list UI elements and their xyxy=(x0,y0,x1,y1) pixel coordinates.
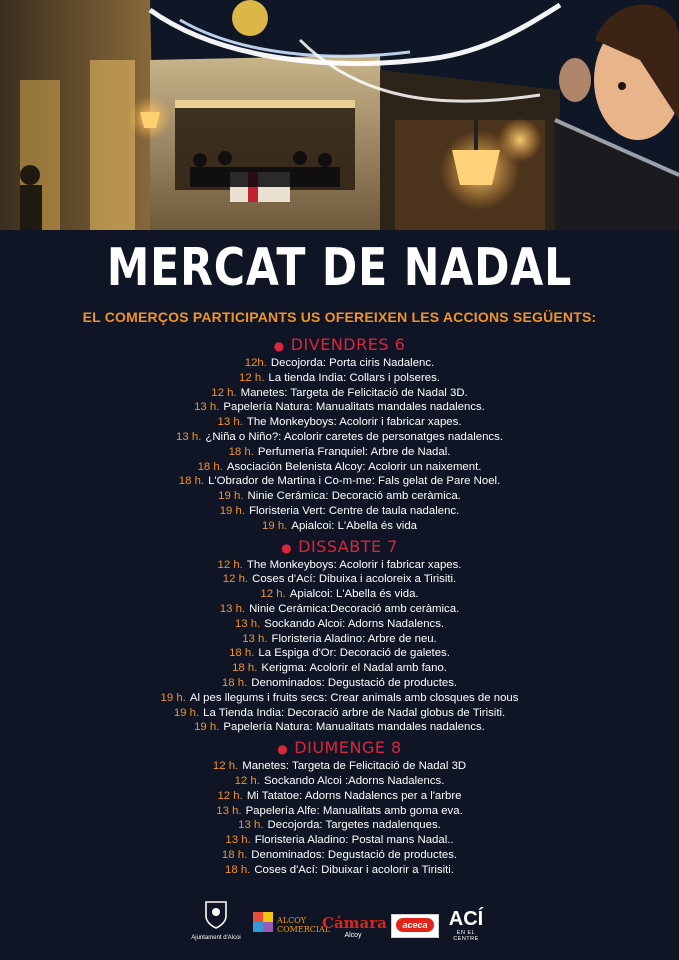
day-header xyxy=(0,536,679,558)
event-time: 13 h. xyxy=(194,401,220,414)
event-text: L'Obrador de Martina i Co-m-me: Fals gelat de Pare Noel. xyxy=(208,475,501,488)
event-text: Floristeria Aladino: Postal mans Nadal.. xyxy=(254,834,454,847)
aceca-logo xyxy=(391,914,439,938)
event-time: 18 h. xyxy=(228,445,254,458)
camara-logo xyxy=(322,914,387,939)
event-time: 18 h. xyxy=(178,475,205,488)
subtitle: EL COMERÇOS PARTICIPANTS US OFEREIXEN LES ACCIONS SEGÜENTS: xyxy=(82,309,597,325)
event-row xyxy=(0,356,679,371)
event-row xyxy=(0,661,679,676)
event-time: 13 h. xyxy=(242,632,268,645)
aceca-text: aceca xyxy=(396,918,434,932)
event-row xyxy=(0,558,679,573)
event-text: Decojorda: Porta ciris Nadalenc. xyxy=(270,357,435,369)
event-time: 12 h. xyxy=(239,371,265,384)
day-name: DIUMENGE 8 xyxy=(294,738,402,758)
event-row xyxy=(0,489,679,504)
event-row xyxy=(0,474,679,489)
event-row xyxy=(0,617,679,632)
event-text: Sockando Alcoi :Adorns Nadalencs. xyxy=(263,774,445,787)
event-time: 13 h. xyxy=(225,834,251,847)
event-text: Floristeria Vert: Centre de taula nadalenc. xyxy=(249,504,460,517)
event-row xyxy=(0,863,679,878)
event-time: 13 h. xyxy=(216,804,242,817)
event-row xyxy=(0,602,679,617)
event-row xyxy=(0,400,679,415)
event-row xyxy=(0,632,679,647)
event-text: Al pes llegums i fruits secs: Crear animals amb closques de nous xyxy=(189,691,519,704)
event-row xyxy=(0,759,679,774)
event-row xyxy=(0,386,679,401)
puzzle-icon xyxy=(253,910,275,934)
day-section-divendres xyxy=(0,334,679,534)
coat-of-arms-icon xyxy=(186,898,246,930)
bullet-icon: ● xyxy=(273,339,285,353)
event-time: 19 h. xyxy=(160,691,186,704)
event-time: 13 h. xyxy=(234,617,261,630)
event-time: 18 h. xyxy=(221,848,248,861)
aci-text: ACÍ xyxy=(448,908,484,930)
event-text: Coses d'Ací: Dibuixar i acolorir a Tirisiti. xyxy=(254,863,454,876)
event-text: Floristeria Aladino: Arbre de neu. xyxy=(271,632,437,645)
event-text: Manetes: Targeta de Felicitació de Nadal 3D xyxy=(242,760,467,773)
event-text: Decojorda: Targetes nadalenques. xyxy=(267,819,441,832)
event-time: 12 h. xyxy=(212,760,239,773)
event-row xyxy=(0,804,679,819)
schedule xyxy=(0,332,679,878)
aci-logo xyxy=(444,908,488,942)
event-text: Apialcoi: L'Abella és vida xyxy=(291,519,417,532)
event-text: Manetes: Targeta de Felicitació de Nadal 3D. xyxy=(240,386,468,399)
event-time: 13 h. xyxy=(176,430,202,443)
event-text: Papelería Alfe: Manualitats amb goma eva. xyxy=(245,804,463,817)
bullet-icon: ● xyxy=(277,742,289,757)
event-row xyxy=(0,460,679,475)
day-name: DISSABTE 7 xyxy=(298,536,398,556)
event-time: 13 h. xyxy=(219,602,246,615)
event-text: Coses d'Ací: Dibuixa i acoloreix a Tirisiti. xyxy=(252,573,457,586)
event-row xyxy=(0,371,679,386)
event-time: 12 h. xyxy=(211,386,237,399)
event-row xyxy=(0,774,679,789)
event-text: La Espiga d'Or: Decoració de galetes. xyxy=(258,647,450,660)
event-row xyxy=(0,789,679,804)
street-scene-illustration xyxy=(0,0,679,230)
event-text: Asociación Belenista Alcoy: Acolorir un naixement. xyxy=(226,460,482,473)
page-title: MERCAT DE NADAL xyxy=(106,238,573,298)
aci-subtext: EN EL CENTRE xyxy=(453,930,479,942)
event-row xyxy=(0,504,679,519)
event-time: 13 h. xyxy=(217,416,243,429)
event-text: Papelería Natura: Manualitats mandales nadalencs. xyxy=(223,721,485,734)
event-row xyxy=(0,706,679,721)
event-row xyxy=(0,676,679,691)
event-text: Denominados: Degustació de productes. xyxy=(251,676,458,689)
event-text: ¿Niña o Niño?: Acolorir caretes de personatges nadalencs. xyxy=(205,430,503,443)
event-time: 19 h. xyxy=(194,721,220,734)
event-text: Ninie Cerámica: Decoració amb ceràmica. xyxy=(247,490,461,503)
day-name: DIVENDRES 6 xyxy=(290,335,406,354)
event-text: Denominados: Degustació de productes. xyxy=(251,848,458,861)
event-row xyxy=(0,519,679,534)
event-time: 18 h. xyxy=(229,647,255,660)
event-text: The Monkeyboys: Acolorir i fabricar xapes. xyxy=(246,558,462,571)
event-row xyxy=(0,572,679,587)
event-text: Ninie Cerámica:Decoració amb ceràmica. xyxy=(249,602,460,615)
event-row xyxy=(0,848,679,863)
event-time: 19 h. xyxy=(173,706,200,719)
event-time: 13 h. xyxy=(238,819,264,832)
event-row xyxy=(0,646,679,661)
camara-subtext: Alcoy xyxy=(344,932,362,939)
event-time: 12h. xyxy=(244,357,267,369)
event-time: 18 h. xyxy=(221,676,248,689)
event-text: La tienda India: Collars i polseres. xyxy=(268,371,440,384)
event-text: Kerigma: Acolorir el Nadal amb fano. xyxy=(261,662,447,675)
header-photo xyxy=(0,0,679,230)
event-time: 19 h. xyxy=(218,490,244,503)
event-row xyxy=(0,445,679,460)
sponsor-logos xyxy=(0,898,679,948)
event-time: 12 h. xyxy=(217,789,243,802)
event-text: The Monkeyboys: Acolorir i fabricar xapes. xyxy=(246,416,462,429)
event-row xyxy=(0,430,679,445)
event-time: 19 h. xyxy=(219,504,246,517)
event-time: 12 h. xyxy=(222,573,249,586)
bullet-icon: ● xyxy=(281,540,293,555)
event-time: 12 h. xyxy=(260,588,286,601)
ajuntament-logo xyxy=(186,898,246,941)
event-row xyxy=(0,720,679,735)
day-header xyxy=(0,334,679,356)
day-section-diumenge xyxy=(0,737,679,877)
event-time: 18 h. xyxy=(224,863,251,876)
event-row xyxy=(0,833,679,848)
event-text: Apialcoi: L'Abella és vida. xyxy=(289,588,419,601)
event-text: Perfumería Franquiel: Arbre de Nadal. xyxy=(257,445,451,458)
event-text: Mi Tatatoe: Adorns Nadalencs per a l'arbre xyxy=(246,789,462,802)
day-section-dissabte xyxy=(0,536,679,736)
event-time: 19 h. xyxy=(262,519,288,532)
event-row xyxy=(0,415,679,430)
alcoi-comercial-text: ALCOY COMERCIAL xyxy=(277,916,331,934)
event-time: 12 h. xyxy=(217,558,243,571)
event-row xyxy=(0,691,679,706)
day-header xyxy=(0,737,679,759)
camara-text: Cámara xyxy=(322,914,387,932)
event-text: Papelería Natura: Manualitats mandales nadalencs. xyxy=(223,401,485,414)
event-time: 18 h. xyxy=(232,662,258,675)
event-row xyxy=(0,587,679,602)
event-row xyxy=(0,818,679,833)
event-time: 18 h. xyxy=(197,460,223,473)
event-time: 12 h. xyxy=(234,774,260,787)
event-text: Sockando Alcoi: Adorns Nadalencs. xyxy=(264,617,445,630)
event-text: La Tienda India: Decoració arbre de Nadal globus de Tirisiti. xyxy=(203,706,506,719)
ajuntament-caption: Ajuntament d'Alcoi xyxy=(191,935,241,941)
